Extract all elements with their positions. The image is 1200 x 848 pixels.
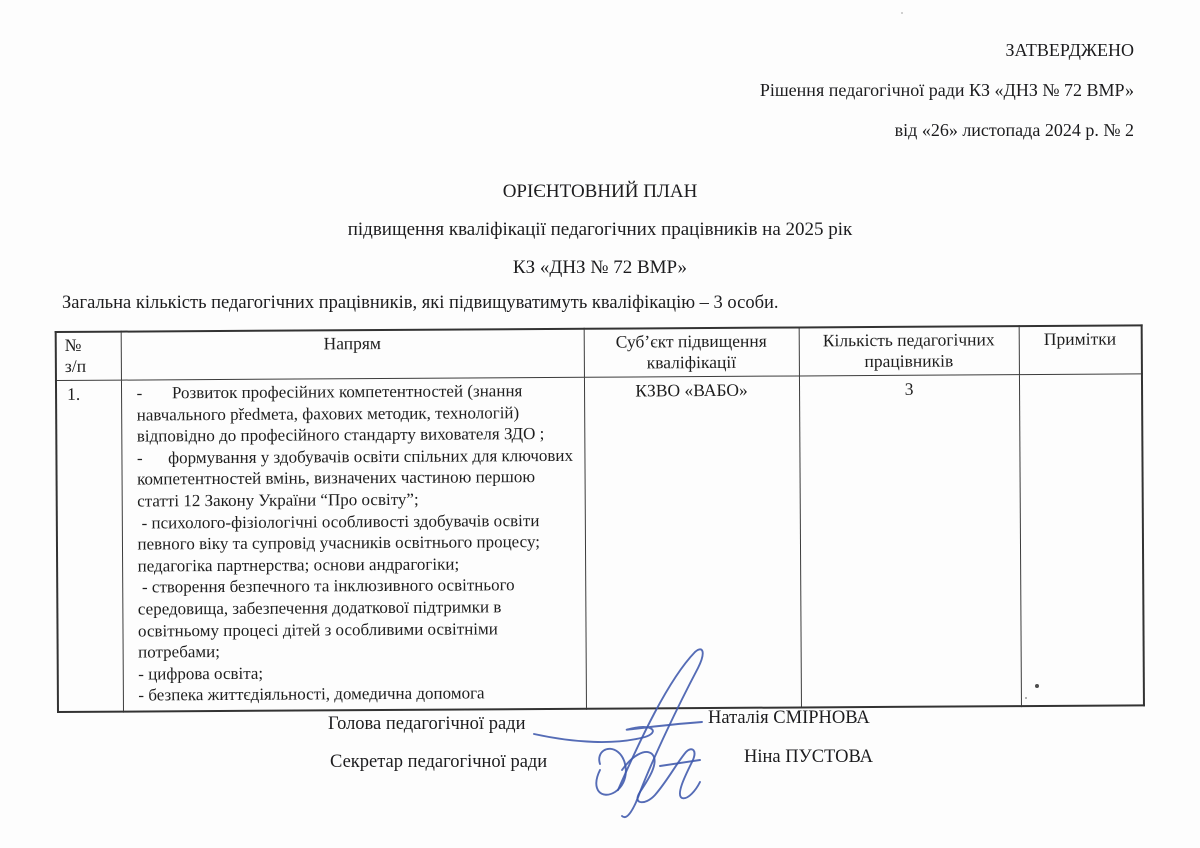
header-notes: Примітки bbox=[1019, 325, 1142, 374]
title-line-1: ОРІЄНТОВНИЙ ПЛАН bbox=[502, 181, 698, 202]
scan-speck bbox=[1035, 684, 1039, 688]
signature-role-head: Голова педагогічної ради bbox=[328, 714, 526, 734]
cell-notes bbox=[1019, 374, 1144, 706]
intro-text: Загальна кількість педагогічних працівників, які підвищуватимуть кваліфікацію – 3 особи. bbox=[62, 293, 779, 313]
scan-speck bbox=[901, 12, 903, 14]
direction-item: - формування у здобувачів освіти спільних для ключових компетентностей вмінь, визначених частиною першою статті 12 Закону України “Про освіту”; bbox=[136, 445, 578, 511]
direction-item: - цифрова освіта; bbox=[138, 663, 264, 684]
cell-number: 1. bbox=[56, 380, 123, 712]
approval-block bbox=[760, 30, 1134, 150]
table-header-row bbox=[56, 325, 1142, 380]
header-number: № з/п bbox=[56, 332, 121, 381]
direction-item: - безпека життєдіяльності, домедична допомога bbox=[138, 683, 485, 705]
cell-subject: КЗВО «ВАБО» bbox=[584, 376, 801, 709]
direction-item: - психолого-фізіологічні особливості здобувачів освіти певного віку та супровід учасників освітнього процесу; педагогіка партнерства; основи андрагогіки; bbox=[137, 510, 545, 576]
approval-line-approved: ЗАТВЕРДЖЕНО bbox=[1005, 40, 1134, 60]
scan-speck bbox=[1025, 697, 1027, 699]
cell-count: 3 bbox=[799, 375, 1021, 708]
header-direction: Напрям bbox=[121, 329, 584, 380]
approval-line-date: від «26» листопада 2024 р. № 2 bbox=[894, 120, 1134, 140]
direction-item: - Розвиток професійних компетентностей (знання навчального předмета, фахових методик, технологій) відповідно до професійного стандарту вихователя ЗДО ; bbox=[136, 381, 545, 446]
approval-line-decision: Рішення педагогічної ради КЗ «ДНЗ № 72 ВМР» bbox=[759, 80, 1134, 100]
title-line-3: КЗ «ДНЗ № 72 ВМР» bbox=[512, 257, 688, 278]
header-subject: Суб’єкт підвищення кваліфікації bbox=[584, 327, 799, 377]
signature-name-head: Наталія СМІРНОВА bbox=[708, 708, 870, 728]
title-line-2: підвищення кваліфікації педагогічних працівників на 2025 рік bbox=[347, 219, 853, 240]
header-count: Кількість педагогічних працівників bbox=[799, 326, 1019, 376]
document-title bbox=[0, 173, 1200, 287]
signature-ink-icon bbox=[515, 625, 745, 830]
direction-item: - створення безпечного та інклюзивного освітнього середовища, забезпечення додаткової підтримки в освітньому процесі дітей з особливими освітніми потребами; bbox=[137, 575, 519, 662]
signature-role-secretary: Секретар педагогічної ради bbox=[330, 752, 548, 772]
signature-name-secretary: Ніна ПУСТОВА bbox=[744, 747, 873, 767]
